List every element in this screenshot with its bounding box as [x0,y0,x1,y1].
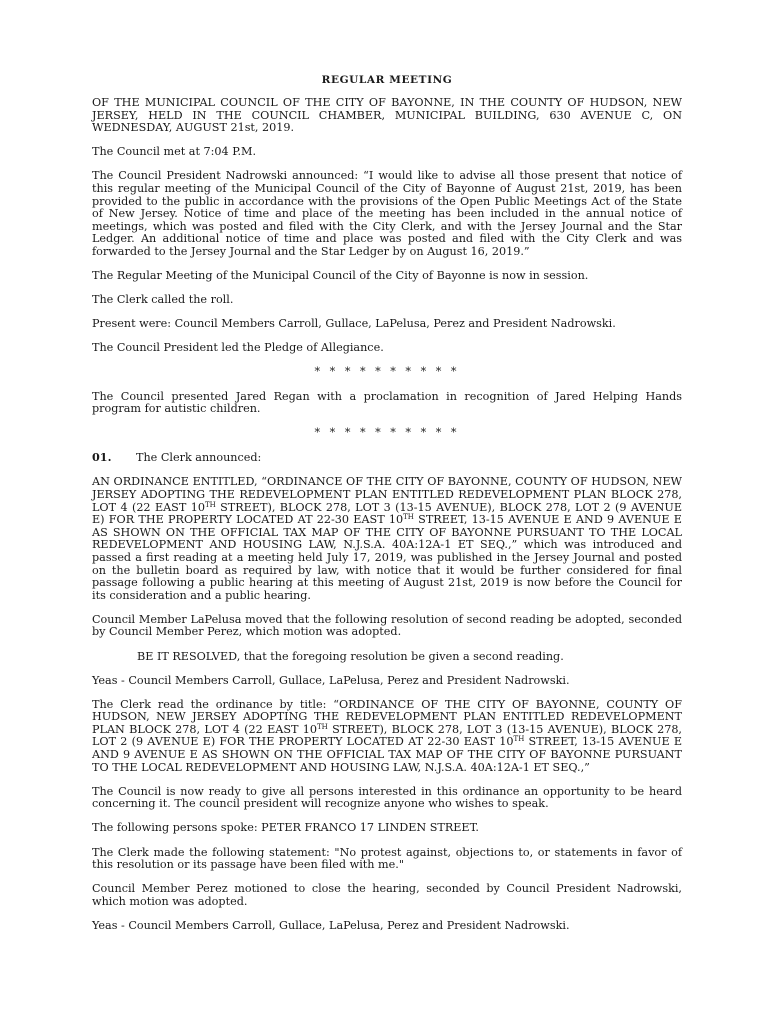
yeas-vote: Yeas - Council Members Carroll, Gullace, LaPelusa, Perez and President Nadrowski. [92,673,570,687]
president-announcement: The Council President Nadrowski announced: “I would like to advise all those present that notice of this regular meeting of the Municipal Council of the City of Bayonne of August 21st, 2019, has been provided to the public in accordance with the provisions of the Open Public Meetings Act of the State of New Jersey. Notice of time and place of the meeting has been included in the annual notice of meetings, which was posted and filed with the City Clerk, and with the Jersey Journal and the Star Ledger. An additional notice of time and place was posted and filed with the City Clerk and was forwarded to the Jersey Journal and the Star Ledger by on August 16, 2019.” [92,169,682,258]
pledge-statement: The Council President led the Pledge of Allegiance. [92,341,384,355]
proclamation-paragraph: The Council presented Jared Regan with a proclamation in recognition of Jared Helping Hands program for autistic children. [92,389,682,416]
clerk-announced: The Clerk announced: [136,451,262,465]
ordinance-text: AN ORDINANCE ENTITLED, “ORDINANCE OF THE CITY OF BAYONNE, COUNTY OF HUDSON, NEW JERSEY ADOPTING THE REDEVELOPMENT PLAN ENTITLED REDEVELOPMENT PLAN BLOCK 278, LOT 4 (22 EAST 10 [92,475,682,514]
present-members: Present were: Council Members Carroll, Gullace, LaPelusa, Perez and President Nadrowski. [92,317,616,331]
item-number: 01. [92,450,112,465]
resolved-paragraph: BE IT RESOLVED, that the foregoing resolution be given a second reading. [137,649,564,663]
roll-call: The Clerk called the roll. [92,293,234,307]
item-heading [92,451,682,465]
ordinance-text: STREET, 13-15 AVENUE E AND 9 AVENUE E AS SHOWN ON THE OFFICIAL TAX MAP OF THE CITY OF BAYONNE PURSUANT TO THE LOCAL REDEVELOPMENT AND HOUSING LAW, N.J.S.A. 40A:12A-1 ET SEQ.,” which was introduced and passed a first reading at a meeting held July 17, 2019, was published in the Jersey Journal and posted on the bulletin board as required by law, with notice that it would be further considered for final passage following a public hearing at this meeting of August 21st, 2019 is now before the Council for its consideration and a public hearing. [92,513,682,602]
separator: * * * * * * * * * * [314,426,460,440]
title-read-text: STREET), BLOCK 278, LOT 3 (13-15 AVENUE), BLOCK 278, LOT 2 (9 AVENUE E) FOR THE PROPERTY LOCATED AT 22-30 EAST 10 [92,722,682,749]
yeas-vote: Yeas - Council Members Carroll, Gullace, LaPelusa, Perez and President Nadrowski. [92,918,570,932]
ordinance-superscript: TH [204,500,216,509]
ordinance-text: STREET), BLOCK 278, LOT 3 (13-15 AVENUE), BLOCK 278, LOT 2 (9 AVENUE E) FOR THE PROPERTY LOCATED AT 22-30 EAST 10 [92,500,682,527]
council-met-time: The Council met at 7:04 P.M. [92,145,257,159]
ordinance-paragraph [92,476,682,602]
document-title: REGULAR MEETING [321,74,453,86]
motion-paragraph: Council Member LaPelusa moved that the following resolution of second reading be adopted, seconded by Council Member Perez, which motion was adopted. [92,612,682,639]
title-read-text: The Clerk read the ordinance by title: “ORDINANCE OF THE CITY OF BAYONNE, COUNTY OF HUDSON, NEW JERSEY ADOPTING THE REDEVELOPMENT PLAN ENTITLED REDEVELOPMENT PLAN BLOCK 278, LOT 4 (22 EAST 10 [92,697,682,736]
title-read-superscript: TH [513,735,525,744]
speakers-paragraph: The following persons spoke: PETER FRANCO 17 LINDEN STREET. [92,821,479,835]
title-read-paragraph [92,699,682,775]
ordinance-superscript: TH [403,513,414,522]
title-read-superscript: TH [317,722,328,731]
title-read-text: STREET, 13-15 AVENUE E AND 9 AVENUE E AS SHOWN ON THE OFFICIAL TAX MAP OF THE CITY OF BAYONNE PURSUANT TO THE LOCAL REDEVELOPMENT AND HOUSING LAW, N.J.S.A. 40A:12A-1 ET SEQ.,” [92,735,682,774]
ready-to-hear-paragraph: The Council is now ready to give all persons interested in this ordinance an opportunity to be heard concerning it. The council president will recognize anyone who wishes to speak. [92,784,682,811]
in-session-statement: The Regular Meeting of the Municipal Council of the City of Bayonne is now in session. [92,269,589,283]
motion-close-paragraph: Council Member Perez motioned to close the hearing, seconded by Council President Nadrowski, which motion was adopted. [92,882,682,908]
clerk-statement-paragraph: The Clerk made the following statement: "No protest against, objections to, or statements in favor of this resolution or its passage have been filed with me." [92,845,682,872]
separator: * * * * * * * * * * [314,365,460,379]
intro-paragraph: OF THE MUNICIPAL COUNCIL OF THE CITY OF BAYONNE, IN THE COUNTY OF HUDSON, NEW JERSEY, HELD IN THE COUNCIL CHAMBER, MUNICIPAL BUILDING, 630 AVENUE C, ON WEDNESDAY, AUGUST 21st, 2019. [92,96,682,135]
